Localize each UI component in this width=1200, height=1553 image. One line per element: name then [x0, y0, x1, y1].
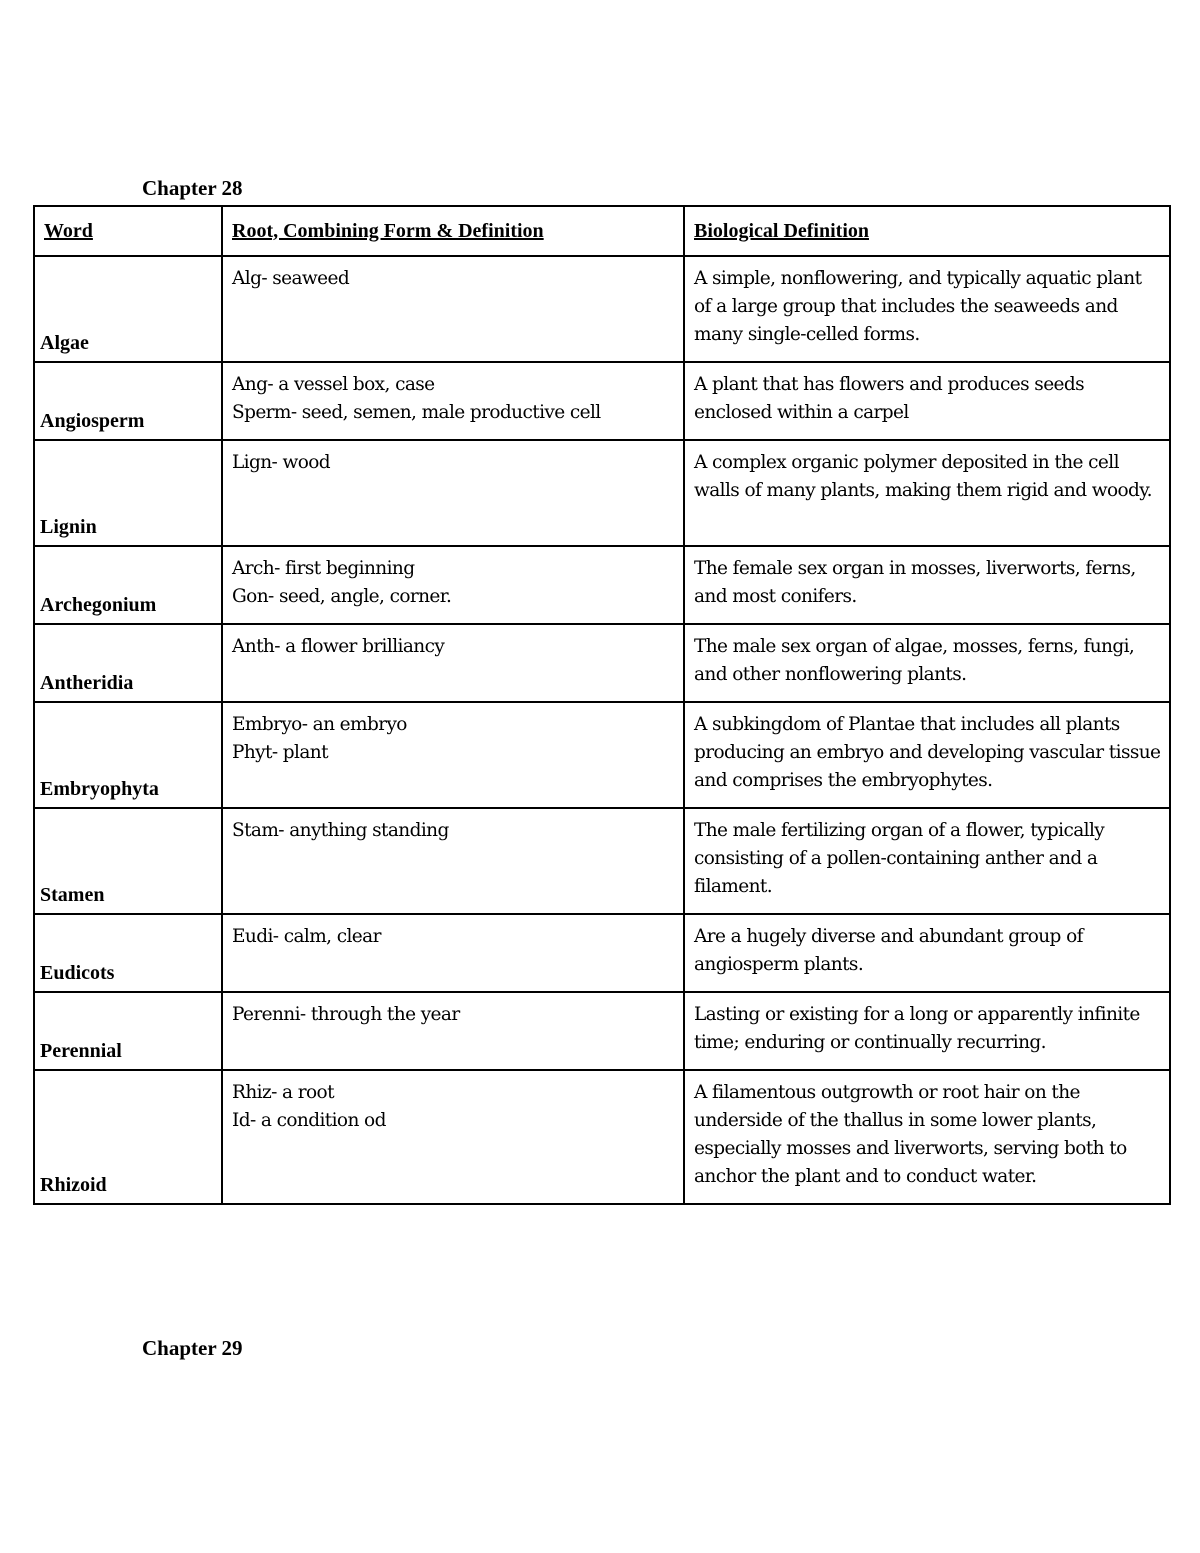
- table-row: [34, 440, 1170, 546]
- table-row: [34, 362, 1170, 440]
- root-line: Ang- a vessel box, case: [232, 374, 435, 395]
- row-definition: A complex organic polymer deposited in the cell walls of many plants, making them rigid and woody.: [684, 440, 1170, 546]
- header-root: Root, Combining Form & Definition: [222, 206, 684, 256]
- row-word: Lignin: [34, 440, 222, 546]
- row-root: [222, 256, 684, 362]
- table-row: [34, 808, 1170, 914]
- table-row: [34, 624, 1170, 702]
- table-row: [34, 914, 1170, 992]
- table-header-row: [34, 206, 1170, 256]
- table-row: [34, 256, 1170, 362]
- root-line: Gon- seed, angle, corner.: [232, 586, 452, 607]
- root-line: Embryo- an embryo: [232, 714, 407, 735]
- row-word: Stamen: [34, 808, 222, 914]
- root-line: Stam- anything standing: [232, 820, 449, 841]
- root-line: Anth- a flower brilliancy: [232, 636, 445, 657]
- row-definition: The female sex organ in mosses, liverworts, ferns, and most conifers.: [684, 546, 1170, 624]
- row-definition: A simple, nonflowering, and typically aquatic plant of a large group that includes the seaweeds and many single-celled forms.: [684, 256, 1170, 362]
- table-row: [34, 546, 1170, 624]
- chapter-28-heading: Chapter 28: [142, 176, 243, 200]
- chapter-29-heading: Chapter 29: [142, 1336, 243, 1360]
- row-word: Rhizoid: [34, 1070, 222, 1204]
- row-root: [222, 440, 684, 546]
- row-root: [222, 546, 684, 624]
- row-word: Algae: [34, 256, 222, 362]
- row-root: [222, 362, 684, 440]
- row-definition: A subkingdom of Plantae that includes all plants producing an embryo and developing vascular tissue and comprises the embryophytes.: [684, 702, 1170, 808]
- row-definition: A plant that has flowers and produces seeds enclosed within a carpel: [684, 362, 1170, 440]
- header-definition: Biological Definition: [684, 206, 1170, 256]
- row-definition: Are a hugely diverse and abundant group of angiosperm plants.: [684, 914, 1170, 992]
- row-definition: A filamentous outgrowth or root hair on the underside of the thallus in some lower plants, especially mosses and liverworts, serving both to anchor the plant and to conduct water.: [684, 1070, 1170, 1204]
- table-row: [34, 992, 1170, 1070]
- row-root: [222, 992, 684, 1070]
- root-line: Perenni- through the year: [232, 1004, 460, 1025]
- row-word: Perennial: [34, 992, 222, 1070]
- root-line: Lign- wood: [232, 452, 331, 473]
- header-word: Word: [34, 206, 222, 256]
- row-root: [222, 624, 684, 702]
- row-word: Embryophyta: [34, 702, 222, 808]
- row-root: [222, 702, 684, 808]
- root-line: Rhiz- a root: [232, 1082, 334, 1103]
- row-word: Archegonium: [34, 546, 222, 624]
- root-line: Phyt- plant: [232, 742, 328, 763]
- row-root: [222, 808, 684, 914]
- row-root: [222, 1070, 684, 1204]
- row-word: Eudicots: [34, 914, 222, 992]
- root-line: Alg- seaweed: [232, 268, 350, 289]
- row-definition: Lasting or existing for a long or apparently infinite time; enduring or continually recurring.: [684, 992, 1170, 1070]
- root-line: Sperm- seed, semen, male productive cell: [232, 402, 601, 423]
- row-root: [222, 914, 684, 992]
- row-word: Angiosperm: [34, 362, 222, 440]
- vocabulary-table: [33, 205, 1171, 1205]
- root-line: Arch- first beginning: [232, 558, 415, 579]
- row-definition: The male fertilizing organ of a flower, typically consisting of a pollen-containing anther and a filament.: [684, 808, 1170, 914]
- root-line: Id- a condition od: [232, 1110, 386, 1131]
- row-definition: The male sex organ of algae, mosses, ferns, fungi, and other nonflowering plants.: [684, 624, 1170, 702]
- row-word: Antheridia: [34, 624, 222, 702]
- table-row: [34, 1070, 1170, 1204]
- root-line: Eudi- calm, clear: [232, 926, 381, 947]
- table-row: [34, 702, 1170, 808]
